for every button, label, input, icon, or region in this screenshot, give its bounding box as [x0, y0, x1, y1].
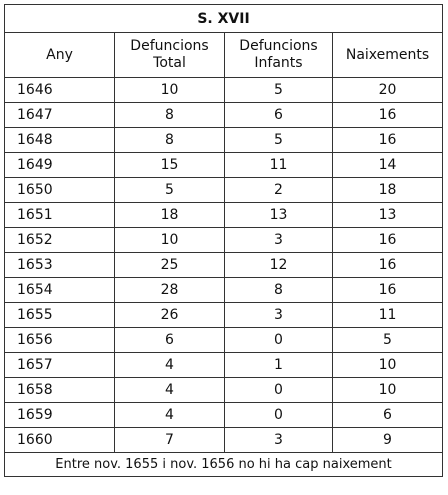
value-cell: 13	[225, 203, 333, 228]
value-cell: 5	[225, 78, 333, 103]
table-row	[5, 128, 443, 153]
table-row	[5, 303, 443, 328]
footnote-row	[5, 453, 443, 477]
year-cell: 1651	[5, 203, 115, 228]
header-cell: Defuncions Total	[115, 33, 225, 78]
value-cell: 4	[115, 403, 225, 428]
table-row	[5, 203, 443, 228]
value-cell: 12	[225, 253, 333, 278]
year-cell: 1657	[5, 353, 115, 378]
value-cell: 9	[333, 428, 443, 453]
value-cell: 13	[333, 203, 443, 228]
value-cell: 8	[115, 103, 225, 128]
table-title: S. XVII	[5, 5, 443, 33]
value-cell: 8	[115, 128, 225, 153]
table-row	[5, 403, 443, 428]
value-cell: 26	[115, 303, 225, 328]
year-cell: 1656	[5, 328, 115, 353]
value-cell: 20	[333, 78, 443, 103]
value-cell: 6	[333, 403, 443, 428]
value-cell: 16	[333, 278, 443, 303]
value-cell: 14	[333, 153, 443, 178]
value-cell: 7	[115, 428, 225, 453]
value-cell: 0	[225, 328, 333, 353]
value-cell: 16	[333, 228, 443, 253]
value-cell: 5	[333, 328, 443, 353]
value-cell: 3	[225, 428, 333, 453]
table-row	[5, 178, 443, 203]
header-cell: Naixements	[333, 33, 443, 78]
value-cell: 10	[115, 78, 225, 103]
table-row	[5, 78, 443, 103]
year-cell: 1655	[5, 303, 115, 328]
value-cell: 4	[115, 378, 225, 403]
table-body	[5, 78, 443, 453]
value-cell: 5	[115, 178, 225, 203]
year-cell: 1660	[5, 428, 115, 453]
value-cell: 10	[115, 228, 225, 253]
value-cell: 16	[333, 253, 443, 278]
table-row	[5, 103, 443, 128]
value-cell: 15	[115, 153, 225, 178]
value-cell: 3	[225, 228, 333, 253]
header-row	[5, 33, 443, 78]
value-cell: 16	[333, 128, 443, 153]
table-row	[5, 278, 443, 303]
year-cell: 1648	[5, 128, 115, 153]
year-cell: 1654	[5, 278, 115, 303]
value-cell: 10	[333, 353, 443, 378]
table-row	[5, 328, 443, 353]
value-cell: 6	[115, 328, 225, 353]
value-cell: 11	[333, 303, 443, 328]
value-cell: 0	[225, 378, 333, 403]
value-cell: 28	[115, 278, 225, 303]
table-row	[5, 353, 443, 378]
year-cell: 1659	[5, 403, 115, 428]
table-row	[5, 428, 443, 453]
table-row	[5, 378, 443, 403]
data-table-container	[4, 4, 442, 477]
value-cell: 16	[333, 103, 443, 128]
value-cell: 1	[225, 353, 333, 378]
table-row	[5, 253, 443, 278]
value-cell: 25	[115, 253, 225, 278]
value-cell: 3	[225, 303, 333, 328]
value-cell: 11	[225, 153, 333, 178]
header-cell: Defuncions Infants	[225, 33, 333, 78]
year-cell: 1652	[5, 228, 115, 253]
year-cell: 1649	[5, 153, 115, 178]
value-cell: 2	[225, 178, 333, 203]
table-row	[5, 228, 443, 253]
value-cell: 4	[115, 353, 225, 378]
header-cell: Any	[5, 33, 115, 78]
year-cell: 1658	[5, 378, 115, 403]
year-cell: 1647	[5, 103, 115, 128]
title-row	[5, 5, 443, 33]
births-deaths-table	[4, 4, 443, 477]
value-cell: 5	[225, 128, 333, 153]
year-cell: 1650	[5, 178, 115, 203]
value-cell: 8	[225, 278, 333, 303]
value-cell: 0	[225, 403, 333, 428]
table-footnote: Entre nov. 1655 i nov. 1656 no hi ha cap naixement	[5, 453, 443, 477]
year-cell: 1653	[5, 253, 115, 278]
value-cell: 6	[225, 103, 333, 128]
value-cell: 18	[333, 178, 443, 203]
value-cell: 10	[333, 378, 443, 403]
year-cell: 1646	[5, 78, 115, 103]
table-row	[5, 153, 443, 178]
value-cell: 18	[115, 203, 225, 228]
